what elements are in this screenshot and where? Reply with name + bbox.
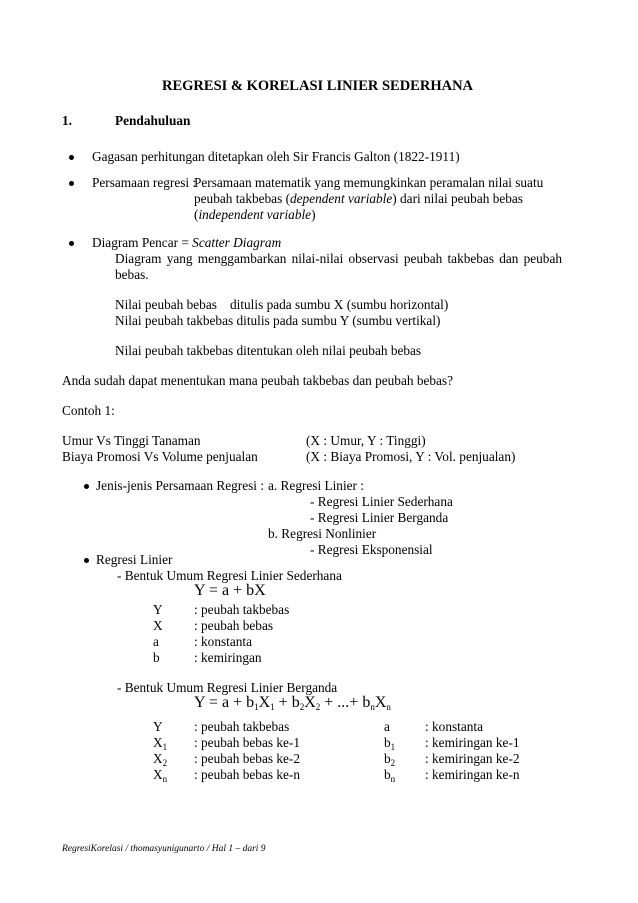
- berganda-formula: $Y = a + b_1X_1 + b_2X_2$ + ...+ $b_nX_n$: [194, 694, 391, 712]
- def-symbol: b: [153, 650, 160, 665]
- def-description: : kemiringan ke-2: [425, 751, 520, 766]
- section-number: 1.: [62, 113, 72, 128]
- jenis-a1: - Regresi Linier Sederhana: [310, 494, 453, 509]
- def-symbol: Y: [153, 719, 163, 734]
- example-row-left: Biaya Promosi Vs Volume penjualan: [62, 449, 258, 464]
- question-text: Anda sudah dapat menentukan mana peubah takbebas dan peubah bebas?: [62, 373, 454, 388]
- page-footer: RegresiKorelasi / thomasyunigunarto / Hal 1 – dari 9: [62, 844, 266, 854]
- def-symbol: $b_1$: [384, 735, 396, 752]
- sederhana-formula: Y = a + bX: [194, 582, 266, 599]
- def-description: : peubah takbebas: [194, 719, 290, 734]
- def-symbol: $X_n$: [153, 767, 168, 784]
- x-axis-line-b: ditulis pada sumbu X (sumbu horizontal): [230, 297, 449, 312]
- def-symbol: a: [384, 719, 390, 734]
- def-description: : peubah bebas ke-2: [194, 751, 300, 766]
- berganda-heading: - Bentuk Umum Regresi Linier Berganda: [117, 680, 338, 695]
- jenis-a2: - Regresi Linier Berganda: [310, 510, 449, 525]
- jenis-b: b. Regresi Nonlinier: [268, 526, 377, 541]
- def-symbol: $b_n$: [384, 767, 396, 784]
- y-axis-line: Nilai peubah takbebas ditulis pada sumbu Y (sumbu vertikal): [115, 313, 441, 328]
- bullet-icon: [84, 484, 89, 489]
- def-description: : konstanta: [425, 719, 483, 734]
- x-axis-line-a: Nilai peubah bebas: [115, 297, 217, 312]
- def-description: : konstanta: [194, 634, 252, 649]
- diagram-desc-1: Diagram yang menggambarkan nilai-nilai observasi peubah takbebas dan peubah: [115, 251, 562, 266]
- persamaan-line-1: Persamaan matematik yang memungkinkan peramalan nilai suatu: [194, 175, 544, 190]
- example-row-right: (X : Umur, Y : Tinggi): [306, 433, 426, 448]
- page-title: REGRESI & KORELASI LINIER SEDERHANA: [162, 78, 474, 94]
- persamaan-line-2: peubah takbebas (dependent variable) dari nilai peubah bebas: [194, 191, 523, 206]
- def-description: : peubah bebas ke-1: [194, 735, 300, 750]
- def-description: : peubah bebas: [194, 618, 274, 633]
- def-description: : kemiringan ke-n: [425, 767, 520, 782]
- linier-lead: Regresi Linier: [96, 552, 173, 567]
- jenis-lead: Jenis-jenis Persamaan Regresi :: [96, 478, 265, 493]
- def-description: : kemiringan ke-1: [425, 735, 520, 750]
- def-symbol: $X_2$: [153, 751, 168, 768]
- bullet-icon: [84, 558, 89, 563]
- def-symbol: $X_1$: [153, 735, 168, 752]
- bullet-icon: [69, 181, 74, 186]
- jenis-a: a. Regresi Linier :: [268, 478, 364, 493]
- def-symbol: $b_2$: [384, 751, 396, 768]
- def-symbol: a: [153, 634, 159, 649]
- diagram-desc-2: bebas.: [115, 267, 149, 282]
- example-row-right: (X : Biaya Promosi, Y : Vol. penjualan): [306, 449, 516, 464]
- determined-line: Nilai peubah takbebas ditentukan oleh nilai peubah bebas: [115, 343, 422, 358]
- jenis-b1: - Regresi Eksponensial: [310, 542, 433, 557]
- example-row-left: Umur Vs Tinggi Tanaman: [62, 433, 201, 448]
- section-heading: Pendahuluan: [115, 113, 191, 128]
- galton-text: Gagasan perhitungan ditetapkan oleh Sir Francis Galton (1822-1911): [92, 149, 460, 164]
- persamaan-lead: Persamaan regresi :: [92, 175, 197, 190]
- def-description: : peubah takbebas: [194, 602, 290, 617]
- example-label: Contoh 1:: [62, 403, 115, 418]
- def-symbol: Y: [153, 602, 163, 617]
- def-symbol: X: [153, 618, 163, 633]
- bullet-icon: [69, 155, 74, 160]
- persamaan-line-3: (independent variable): [194, 207, 316, 222]
- sederhana-heading: - Bentuk Umum Regresi Linier Sederhana: [117, 568, 342, 583]
- def-description: : peubah bebas ke-n: [194, 767, 300, 782]
- def-description: : kemiringan: [194, 650, 262, 665]
- diagram-lead: Diagram Pencar = Scatter Diagram: [92, 235, 282, 250]
- bullet-icon: [69, 241, 74, 246]
